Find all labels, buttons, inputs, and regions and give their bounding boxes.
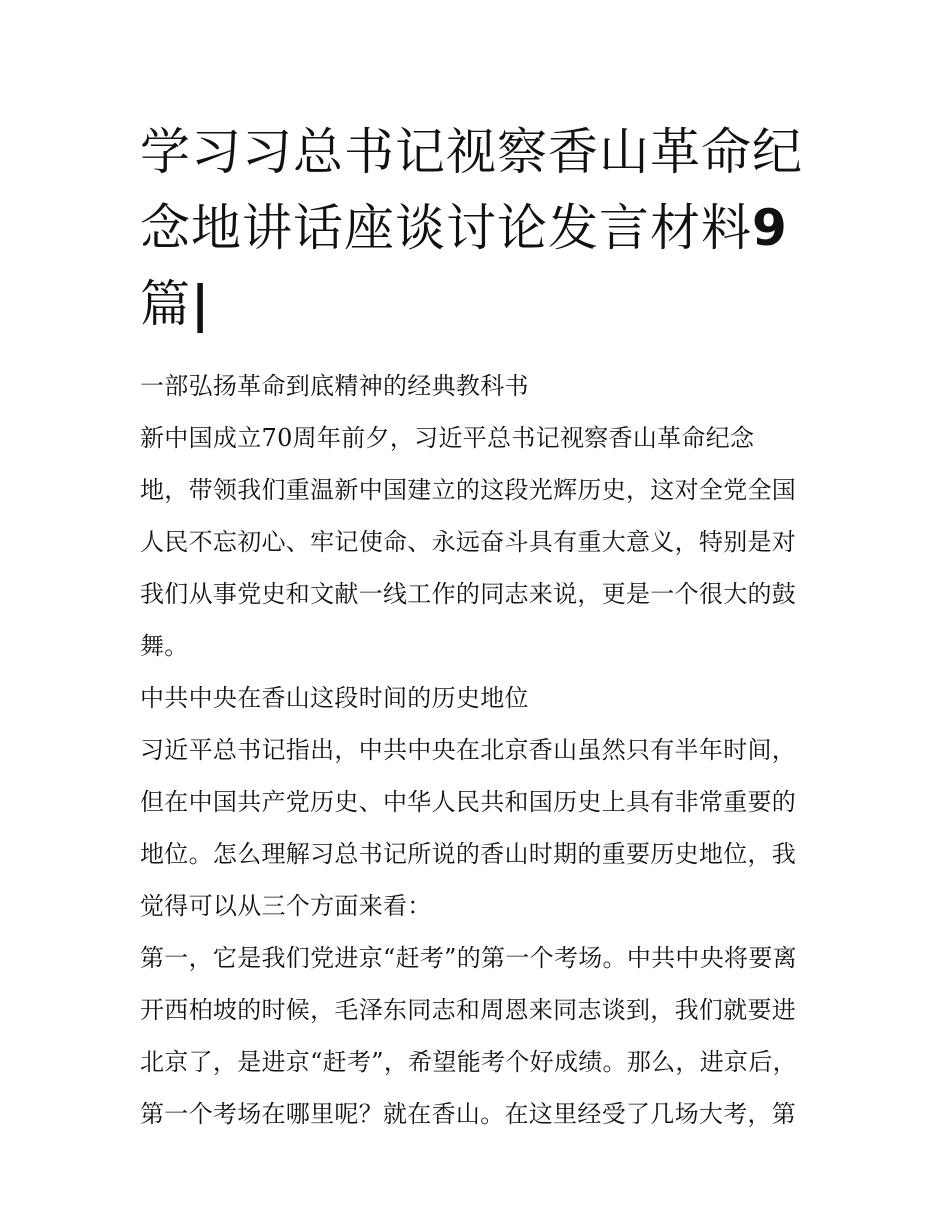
body-line: 中共中央在香山这段时间的历史地位 [140, 684, 529, 712]
body-line: 觉得可以从三个方面来看： [140, 892, 432, 920]
body-line: 习近平总书记指出，中共中央在北京香山虽然只有半年时间， [140, 736, 797, 764]
title-line-3-text: 篇 [140, 275, 191, 333]
body-line: 第一，它是我们党进京“赶考”的第一个考场。中共中央将要离 [140, 944, 797, 972]
body-line: 我们从事党史和文献一线工作的同志来说，更是一个很大的鼓 [140, 580, 797, 608]
body-line: 第一个考场在哪里呢？就在香山。在这里经受了几场大考，第 [140, 1100, 797, 1128]
body-line: 地，带领我们重温新中国建立的这段光辉历史，这对全党全国 [140, 476, 797, 504]
body-line: 北京了，是进京“赶考”，希望能考个好成绩。那么，进京后， [140, 1048, 797, 1076]
title-number: 9 [752, 199, 788, 257]
document-body [140, 360, 820, 1140]
title-line-2 [140, 190, 820, 266]
body-line: 地位。怎么理解习总书记所说的香山时期的重要历史地位，我 [140, 840, 797, 868]
title-line-2-text: 念地讲话座谈讨论发言材料 [140, 199, 752, 257]
document-title [140, 114, 820, 342]
body-line: 舞。 [140, 632, 189, 660]
title-suffix: | [191, 275, 211, 333]
title-line-1: 学习习总书记视察香山革命纪 [140, 123, 803, 181]
body-line: 人民不忘初心、牢记使命、永远奋斗具有重大意义，特别是对 [140, 528, 797, 556]
body-line: 新中国成立70周年前夕，习近平总书记视察香山革命纪念 [140, 424, 755, 452]
body-line: 但在中国共产党历史、中华人民共和国历史上具有非常重要的 [140, 788, 797, 816]
title-line-3 [140, 266, 820, 342]
body-line: 一部弘扬革命到底精神的经典教科书 [140, 372, 529, 400]
body-line: 开西柏坡的时候，毛泽东同志和周恩来同志谈到，我们就要进 [140, 996, 797, 1024]
